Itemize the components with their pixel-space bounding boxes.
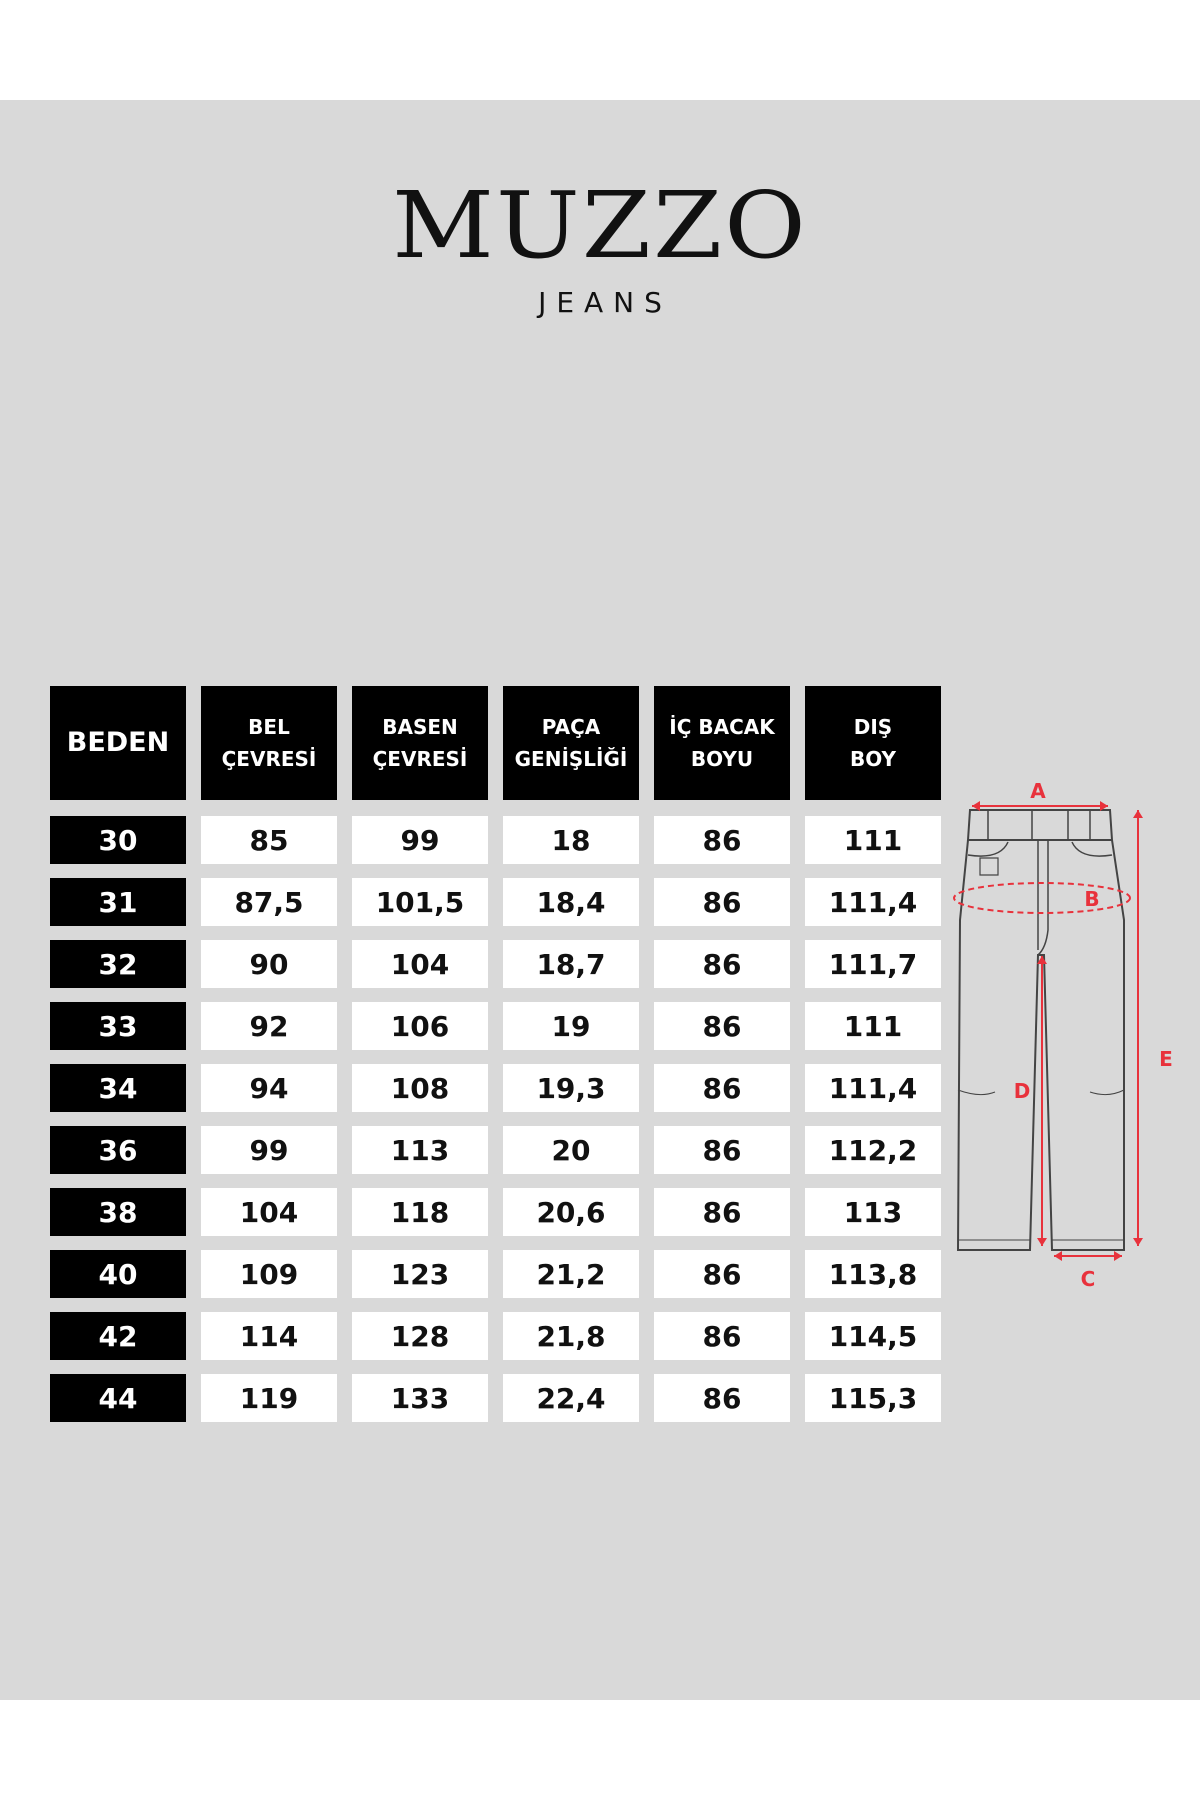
value-cell-basen-cevresi: 128 bbox=[352, 1312, 488, 1374]
table-row bbox=[50, 1188, 941, 1250]
value-cell-ic-bacak-boyu: 86 bbox=[654, 1374, 790, 1436]
size-cell: 33 bbox=[50, 1002, 186, 1064]
value-cell-paca-genisligi: 20,6 bbox=[503, 1188, 639, 1250]
header-label-line1: BEL bbox=[248, 715, 290, 739]
table-row bbox=[50, 1374, 941, 1436]
value-cell-ic-bacak-boyu: 86 bbox=[654, 1002, 790, 1064]
value-cell-paca-genisligi: 18,7 bbox=[503, 940, 639, 1002]
value-cell-paca-genisligi: 22,4 bbox=[503, 1374, 639, 1436]
value-cell-ic-bacak-boyu: 86 bbox=[654, 878, 790, 940]
value-cell-paca-genisligi: 18 bbox=[503, 816, 639, 878]
value-cell-basen-cevresi: 99 bbox=[352, 816, 488, 878]
table-row bbox=[50, 1126, 941, 1188]
value-cell-bel-cevresi: 99 bbox=[201, 1126, 337, 1188]
brand-logo bbox=[0, 172, 1200, 319]
value-cell-bel-cevresi: 109 bbox=[201, 1250, 337, 1312]
table-row bbox=[50, 1250, 941, 1312]
size-cell: 36 bbox=[50, 1126, 186, 1188]
header-label-line1: PAÇA bbox=[541, 715, 601, 739]
value-cell-dis-boy: 112,2 bbox=[805, 1126, 941, 1188]
header-beden bbox=[50, 686, 186, 800]
value-cell-bel-cevresi: 104 bbox=[201, 1188, 337, 1250]
value-cell-dis-boy: 111 bbox=[805, 1002, 941, 1064]
value-cell-paca-genisligi: 19 bbox=[503, 1002, 639, 1064]
value-cell-ic-bacak-boyu: 86 bbox=[654, 1126, 790, 1188]
value-cell-paca-genisligi: 21,8 bbox=[503, 1312, 639, 1374]
value-cell-paca-genisligi: 20 bbox=[503, 1126, 639, 1188]
header-label-line2: ÇEVRESİ bbox=[372, 747, 468, 771]
value-cell-dis-boy: 114,5 bbox=[805, 1312, 941, 1374]
header-label: BEDEN bbox=[66, 727, 170, 758]
value-cell-dis-boy: 113 bbox=[805, 1188, 941, 1250]
table-row bbox=[50, 878, 941, 940]
value-cell-ic-bacak-boyu: 86 bbox=[654, 816, 790, 878]
value-cell-dis-boy: 115,3 bbox=[805, 1374, 941, 1436]
header-label-line1: DIŞ bbox=[853, 715, 893, 739]
size-cell: 34 bbox=[50, 1064, 186, 1126]
table-row bbox=[50, 1312, 941, 1374]
brand-subtitle: JEANS bbox=[538, 286, 672, 319]
header-bel-cevresi bbox=[201, 686, 337, 800]
value-cell-dis-boy: 111,4 bbox=[805, 878, 941, 940]
table-row bbox=[50, 940, 941, 1002]
header-label-line2: GENİŞLİĞİ bbox=[514, 747, 628, 771]
value-cell-basen-cevresi: 106 bbox=[352, 1002, 488, 1064]
value-cell-bel-cevresi: 92 bbox=[201, 1002, 337, 1064]
value-cell-basen-cevresi: 123 bbox=[352, 1250, 488, 1312]
value-cell-bel-cevresi: 85 bbox=[201, 816, 337, 878]
brand-name: MUZZO bbox=[392, 172, 808, 279]
value-cell-ic-bacak-boyu: 86 bbox=[654, 1312, 790, 1374]
value-cell-paca-genisligi: 19,3 bbox=[503, 1064, 639, 1126]
table-body bbox=[50, 816, 941, 1436]
value-cell-ic-bacak-boyu: 86 bbox=[654, 1188, 790, 1250]
label-d: D bbox=[1013, 1079, 1031, 1103]
value-cell-ic-bacak-boyu: 86 bbox=[654, 1250, 790, 1312]
label-b: B bbox=[1084, 887, 1100, 911]
size-cell: 40 bbox=[50, 1250, 186, 1312]
header-label-line1: BASEN bbox=[382, 715, 458, 739]
value-cell-bel-cevresi: 119 bbox=[201, 1374, 337, 1436]
size-cell: 30 bbox=[50, 816, 186, 878]
label-a: A bbox=[1030, 780, 1046, 803]
value-cell-dis-boy: 111,4 bbox=[805, 1064, 941, 1126]
label-c: C bbox=[1080, 1267, 1096, 1291]
header-label-line2: ÇEVRESİ bbox=[221, 747, 317, 771]
header-row bbox=[50, 686, 941, 800]
header-ic-bacak-boyu bbox=[654, 686, 790, 800]
size-cell: 38 bbox=[50, 1188, 186, 1250]
header-label-line2: BOY bbox=[849, 747, 896, 771]
value-cell-dis-boy: 111,7 bbox=[805, 940, 941, 1002]
size-cell: 32 bbox=[50, 940, 186, 1002]
size-chart-table bbox=[35, 686, 956, 1436]
value-cell-ic-bacak-boyu: 86 bbox=[654, 940, 790, 1002]
value-cell-bel-cevresi: 90 bbox=[201, 940, 337, 1002]
jeans-measurement-diagram bbox=[940, 780, 1180, 1340]
size-cell: 44 bbox=[50, 1374, 186, 1436]
value-cell-basen-cevresi: 108 bbox=[352, 1064, 488, 1126]
value-cell-basen-cevresi: 101,5 bbox=[352, 878, 488, 940]
header-label-line2: BOYU bbox=[690, 747, 754, 771]
value-cell-bel-cevresi: 94 bbox=[201, 1064, 337, 1126]
value-cell-bel-cevresi: 87,5 bbox=[201, 878, 337, 940]
header-basen-cevresi bbox=[352, 686, 488, 800]
header-paca-genisligi bbox=[503, 686, 639, 800]
size-cell: 42 bbox=[50, 1312, 186, 1374]
value-cell-basen-cevresi: 104 bbox=[352, 940, 488, 1002]
header-dis-boy bbox=[805, 686, 941, 800]
value-cell-paca-genisligi: 21,2 bbox=[503, 1250, 639, 1312]
value-cell-dis-boy: 113,8 bbox=[805, 1250, 941, 1312]
value-cell-bel-cevresi: 114 bbox=[201, 1312, 337, 1374]
header-label-line1: İÇ BACAK bbox=[669, 715, 775, 739]
table-row bbox=[50, 1002, 941, 1064]
size-cell: 31 bbox=[50, 878, 186, 940]
value-cell-ic-bacak-boyu: 86 bbox=[654, 1064, 790, 1126]
value-cell-basen-cevresi: 118 bbox=[352, 1188, 488, 1250]
value-cell-basen-cevresi: 113 bbox=[352, 1126, 488, 1188]
table-row bbox=[50, 816, 941, 878]
value-cell-dis-boy: 111 bbox=[805, 816, 941, 878]
table-row bbox=[50, 1064, 941, 1126]
value-cell-basen-cevresi: 133 bbox=[352, 1374, 488, 1436]
label-e: E bbox=[1159, 1047, 1173, 1071]
value-cell-paca-genisligi: 18,4 bbox=[503, 878, 639, 940]
